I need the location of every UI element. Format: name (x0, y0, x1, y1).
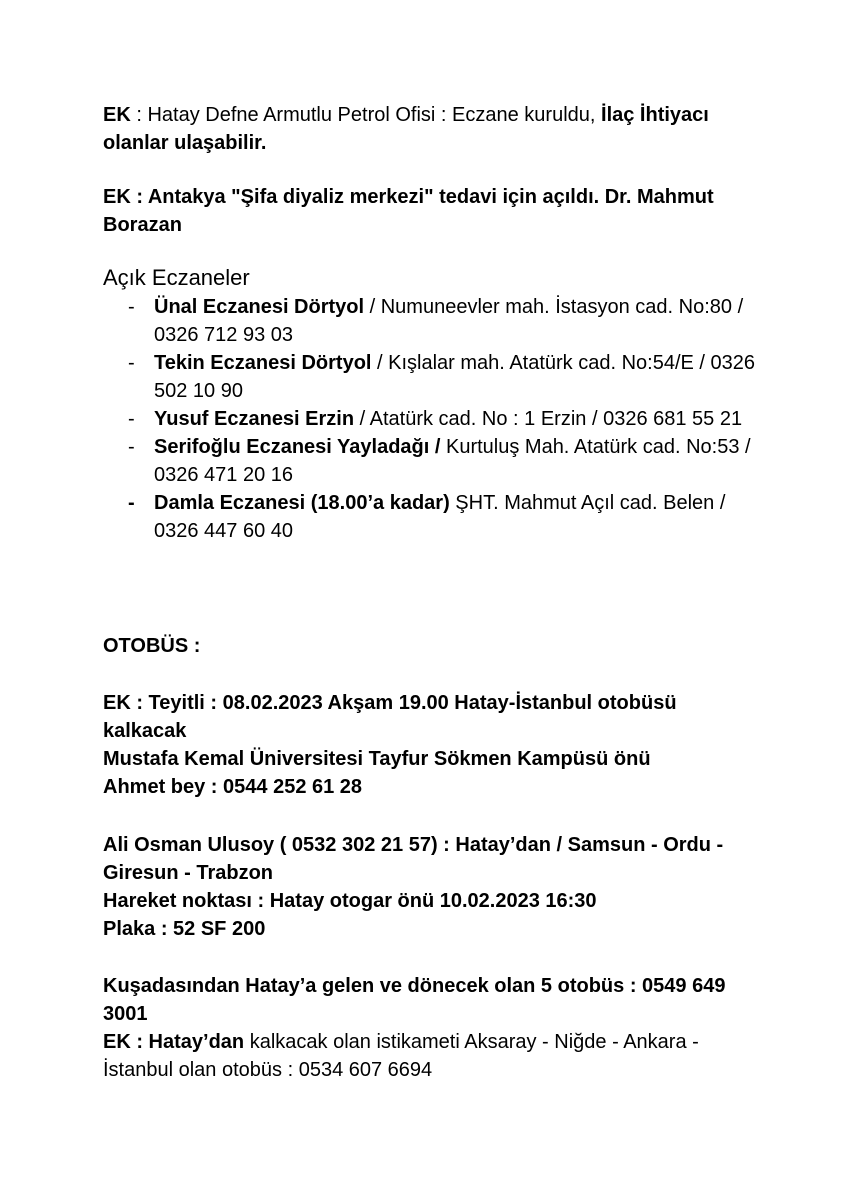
bus-trabzon-route: Ali Osman Ulusoy ( 0532 302 21 57) : Hatay’dan / Samsun - Ordu - Giresun - Trabzon (103, 834, 724, 884)
pharmacy-list (103, 293, 763, 545)
pharmacy-item (103, 433, 763, 489)
bus-heading: OTOBÜS : (103, 635, 201, 657)
pharmacy-detail: / Kışlalar mah. Atatürk cad. No:54/E / 0326 502 10 90 (154, 352, 756, 402)
bus-ankara-route (103, 1028, 753, 1084)
pharmacy-item (103, 405, 763, 433)
bus-trabzon-plate: Plaka : 52 SF 200 (103, 918, 266, 940)
pharmacy-item (103, 349, 763, 405)
bus-istanbul-block (103, 689, 753, 801)
bus-istanbul-departure: EK : Teyitli : 08.02.2023 Akşam 19.00 Hatay-İstanbul otobüsü kalkacak (103, 692, 677, 742)
bus-kusadasi-block (103, 972, 753, 1084)
pharmacy-name: Serifoğlu Eczanesi Yayladağı / (154, 436, 441, 458)
pharmacy-detail: ŞHT. Mahmut Açıl cad. Belen / 0326 447 60 40 (154, 492, 726, 542)
pharmacies-heading: Açık Eczaneler (103, 265, 250, 290)
list-dash: - (128, 492, 135, 514)
list-dash: - (128, 408, 135, 430)
pharmacy-detail: / Atatürk cad. No : 1 Erzin / 0326 681 55 21 (354, 408, 743, 430)
list-dash: - (128, 352, 135, 374)
bus-trabzon-block (103, 831, 753, 943)
pharmacy-item (103, 489, 763, 545)
ek-pharmacy-bold-text: İlaç İhtiyacı olanlar ulaşabilir. (103, 104, 709, 154)
list-dash: - (128, 296, 135, 318)
bus-istanbul-contact: Ahmet bey : 0544 252 61 28 (103, 776, 363, 798)
pharmacy-name: Tekin Eczanesi Dörtyol (154, 352, 372, 374)
list-dash: - (128, 436, 135, 458)
ek-label: EK (103, 104, 131, 126)
ek-hataydan-label: EK : Hatay’dan (103, 1031, 245, 1053)
pharmacy-detail: Kurtuluş Mah. Atatürk cad. No:53 / 0326 471 20 16 (154, 436, 751, 486)
bus-trabzon-departure: Hareket noktası : Hatay otogar önü 10.02.2023 16:30 (103, 890, 597, 912)
ek-dialysis-notice: EK : Antakya "Şifa diyaliz merkezi" tedavi için açıldı. Dr. Mahmut Borazan (103, 186, 714, 236)
pharmacy-item (103, 293, 763, 349)
pharmacy-name: Damla Eczanesi (18.00’a kadar) (154, 492, 450, 514)
pharmacy-detail: / Numuneevler mah. İstasyon cad. No:80 / 0326 712 93 03 (154, 296, 744, 346)
ek-pharmacy-notice (103, 101, 753, 157)
pharmacy-name: Ünal Eczanesi Dörtyol (154, 296, 365, 318)
bus-istanbul-location: Mustafa Kemal Üniversitesi Tayfur Sökmen Kampüsü önü (103, 748, 651, 770)
bus-ankara-route-text: kalkacak olan istikameti Aksaray - Niğde - Ankara - İstanbul olan otobüs : 0534 607 6694 (103, 1031, 699, 1081)
bus-kusadasi-contact: Kuşadasından Hatay’a gelen ve dönecek olan 5 otobüs : 0549 649 3001 (103, 975, 726, 1025)
pharmacy-name: Yusuf Eczanesi Erzin (154, 408, 355, 430)
ek-pharmacy-text: : Hatay Defne Armutlu Petrol Ofisi : Eczane kuruldu, (130, 104, 602, 126)
